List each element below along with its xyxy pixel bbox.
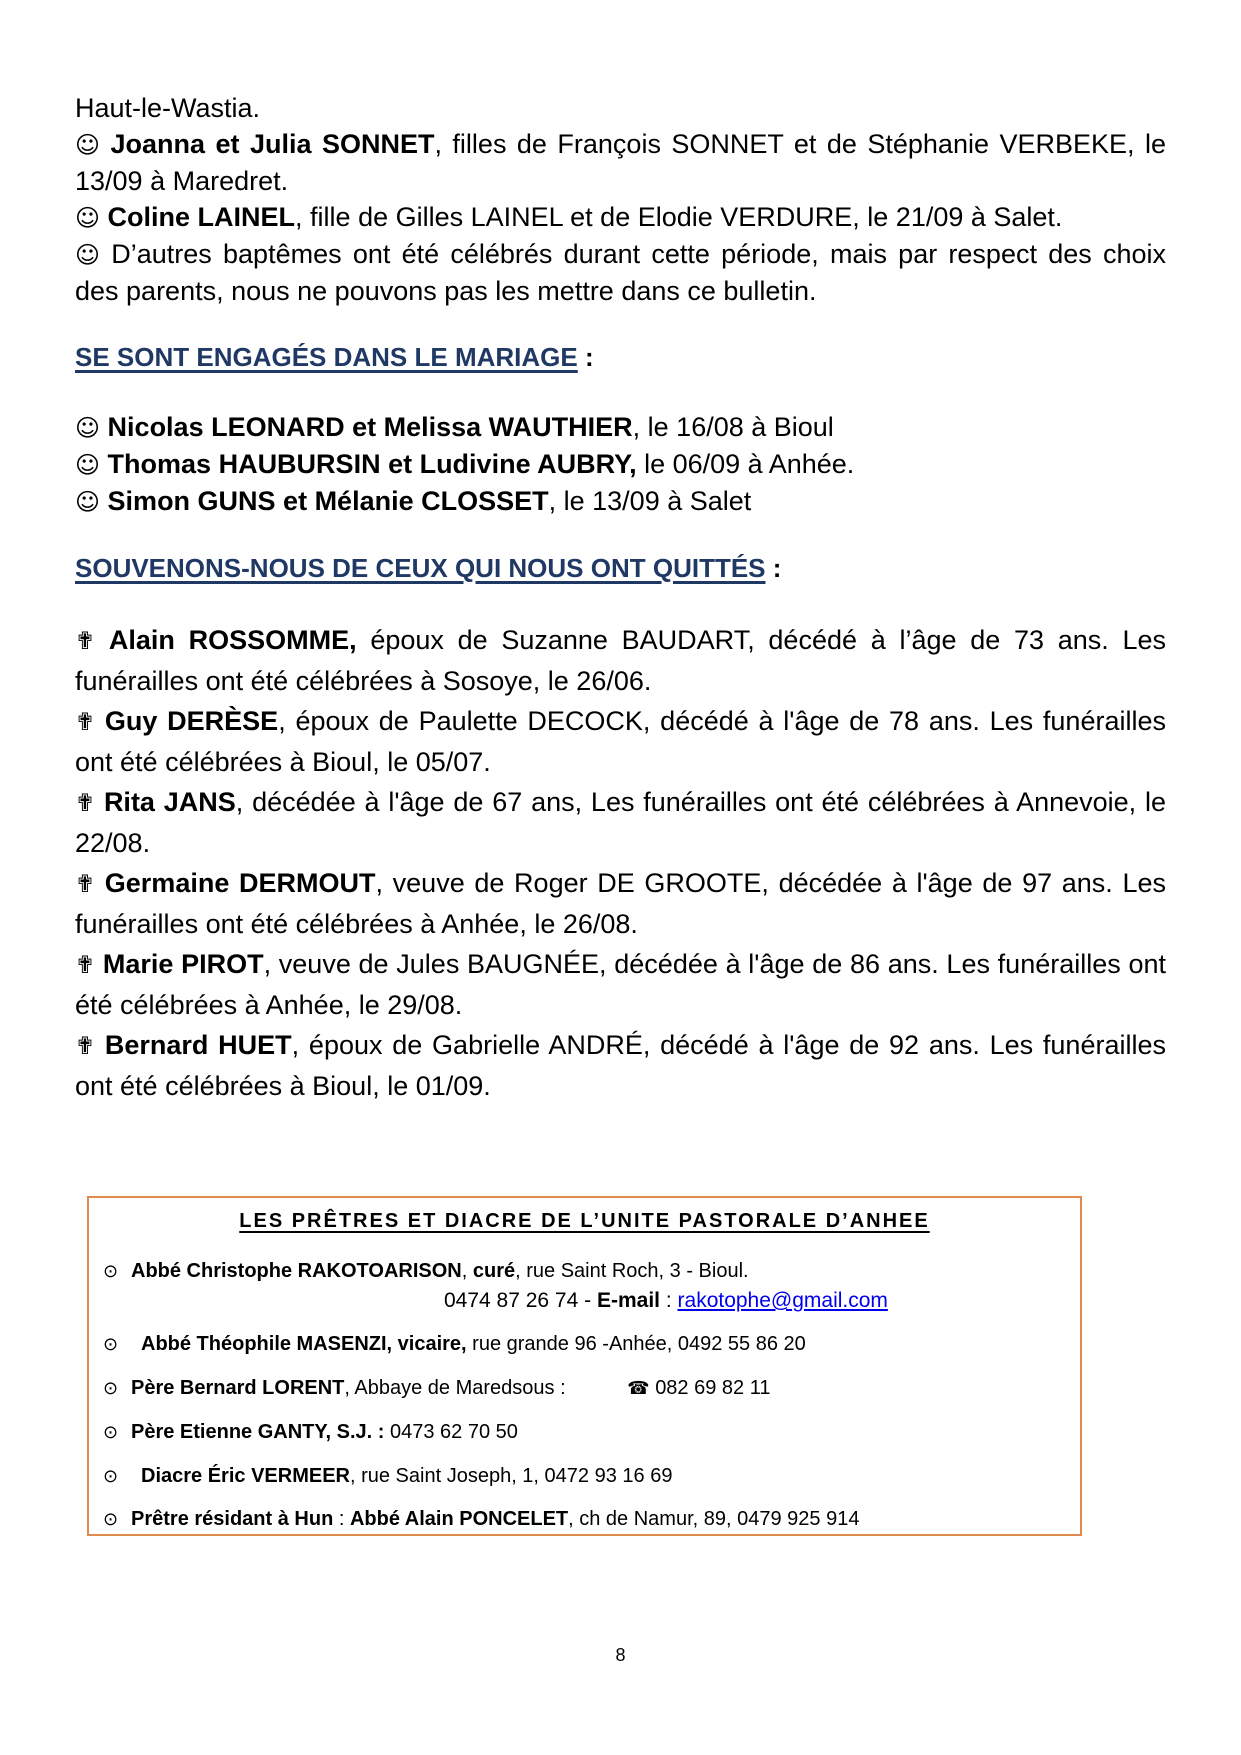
deceased-entry — [75, 782, 1166, 863]
deceased-text: époux de Suzanne BAUDART, décédé à l’âge de 73 ans. Les funérailles ont été célébrées à Sosoye, le 26/06. — [75, 625, 1166, 696]
clergy-row: ⊙ Père Bernard LORENT, Abbaye de Maredsous : ☎ 082 69 82 11 — [103, 1375, 770, 1402]
smiley-icon: ☺ — [75, 241, 101, 269]
marriage-names: Nicolas LEONARD et Melissa WAUTHIER — [107, 412, 633, 442]
marriage-entry — [75, 483, 1166, 520]
marriage-names: Simon GUNS et Mélanie CLOSSET — [107, 486, 549, 516]
marriage-names: Thomas HAUBURSIN et Ludivine AUBRY, — [107, 449, 637, 479]
smiley-icon: ☺ — [75, 488, 101, 516]
marriages-heading: SE SONT ENGAGÉS DANS LE MARIAGE : — [75, 342, 594, 372]
smiley-icon: ☺ — [75, 204, 101, 232]
clergy-contact-row: 0474 87 26 74 - E-mail : rakotophe@gmail.com — [444, 1289, 888, 1312]
page-number: 8 — [615, 1645, 626, 1665]
cross-icon: ✟ — [75, 627, 96, 655]
baptism-continuation: Haut-le-Wastia. — [75, 93, 261, 123]
clergy-row: ⊙ Père Etienne GANTY, S.J. : 0473 62 70 50 — [103, 1419, 518, 1446]
circled-dot-icon: ⊙ — [103, 1509, 119, 1530]
deceased-name: Alain ROSSOMME, — [108, 625, 357, 655]
circled-dot-icon: ⊙ — [103, 1334, 119, 1355]
clergy-row: ⊙ Prêtre résidant à Hun : Abbé Alain PONCELET, ch de Namur, 89, 0479 925 914 — [103, 1506, 859, 1533]
smiley-icon: ☺ — [75, 451, 101, 479]
clergy-row: ⊙ Abbé Théophile MASENZI, vicaire, rue grande 96 -Anhée, 0492 55 86 20 — [103, 1331, 806, 1358]
circled-dot-icon: ⊙ — [103, 1422, 119, 1443]
deceased-name: Bernard HUET — [104, 1030, 292, 1060]
cross-icon: ✟ — [75, 708, 96, 736]
baptism-entry — [75, 199, 1166, 236]
clergy-row: ⊙ Abbé Christophe RAKOTOARISON, curé, rue Saint Roch, 3 - Bioul. — [103, 1258, 749, 1285]
cross-icon: ✟ — [75, 1032, 96, 1060]
email-link[interactable]: rakotophe@gmail.com — [677, 1289, 888, 1312]
marriage-entry — [75, 446, 1166, 483]
deceased-entry — [75, 701, 1166, 782]
deceased-text: , époux de Gabrielle ANDRÉ, décédé à l'âge de 92 ans. Les funérailles ont été célébrées à Bioul, le 01/09. — [75, 1030, 1166, 1101]
baptism-text: D’autres baptêmes ont été célébrés durant cette période, mais par respect des choix des parents, nous ne pouvons pas les mettre dans ce bulletin. — [75, 239, 1166, 306]
clergy-row: ⊙ Diacre Éric VERMEER, rue Saint Joseph, 1, 0472 93 16 69 — [103, 1463, 672, 1490]
smiley-icon: ☺ — [75, 131, 101, 159]
circled-dot-icon: ⊙ — [103, 1466, 119, 1487]
deceased-entry — [75, 944, 1166, 1025]
circled-dot-icon: ⊙ — [103, 1261, 119, 1282]
circled-dot-icon: ⊙ — [103, 1378, 119, 1399]
deceased-text: , veuve de Roger DE GROOTE, décédée à l'âge de 97 ans. Les funérailles ont été célébrées à Anhée, le 26/08. — [75, 868, 1166, 939]
cross-icon: ✟ — [75, 789, 96, 817]
baptism-name: Coline LAINEL — [107, 202, 296, 232]
marriage-text: , le 16/08 à Bioul — [632, 412, 834, 442]
deceased-entry — [75, 863, 1166, 944]
deceased-name: Germaine DERMOUT — [104, 868, 376, 898]
baptism-name: Joanna et Julia SONNET — [110, 129, 435, 159]
deceased-text: , décédée à l'âge de 67 ans, Les funérailles ont été célébrées à Annevoie, le 22/08. — [75, 787, 1167, 858]
clergy-box — [87, 1196, 1082, 1536]
deceased-name: Guy DERÈSE — [104, 706, 279, 736]
telephone-icon: ☎ — [627, 1378, 650, 1399]
cross-icon: ✟ — [75, 870, 96, 898]
deceased-name: Marie PIROT — [102, 949, 264, 979]
deceased-name: Rita JANS — [103, 787, 236, 817]
marriage-text: le 06/09 à Anhée. — [636, 449, 855, 479]
clergy-box-title: LES PRÊTRES ET DIACRE DE L’UNITE PASTORALE D’ANHEE — [239, 1210, 930, 1232]
deceased-text: , époux de Paulette DECOCK, décédé à l'âge de 78 ans. Les funérailles ont été célébrées à Bioul, le 05/07. — [75, 706, 1166, 777]
deceased-entry — [75, 620, 1166, 701]
deceased-text: , veuve de Jules BAUGNÉE, décédée à l'âge de 86 ans. Les funérailles ont été célébrées à Anhée, le 29/08. — [75, 949, 1166, 1020]
marriage-text: , le 13/09 à Salet — [548, 486, 752, 516]
document-page — [75, 90, 1166, 1106]
baptism-entry — [75, 236, 1166, 309]
deceased-entry — [75, 1025, 1166, 1106]
marriage-entry — [75, 409, 1166, 446]
baptism-text: , fille de Gilles LAINEL et de Elodie VERDURE, le 21/09 à Salet. — [295, 202, 1063, 232]
baptism-entry — [75, 126, 1166, 199]
deceased-heading: SOUVENONS-NOUS DE CEUX QUI NOUS ONT QUITTÉS : — [75, 553, 782, 583]
cross-icon: ✟ — [75, 951, 96, 979]
smiley-icon: ☺ — [75, 414, 101, 442]
baptism-text: , filles de François SONNET et de Stéphanie VERBEKE, le 13/09 à Maredret. — [75, 129, 1166, 196]
